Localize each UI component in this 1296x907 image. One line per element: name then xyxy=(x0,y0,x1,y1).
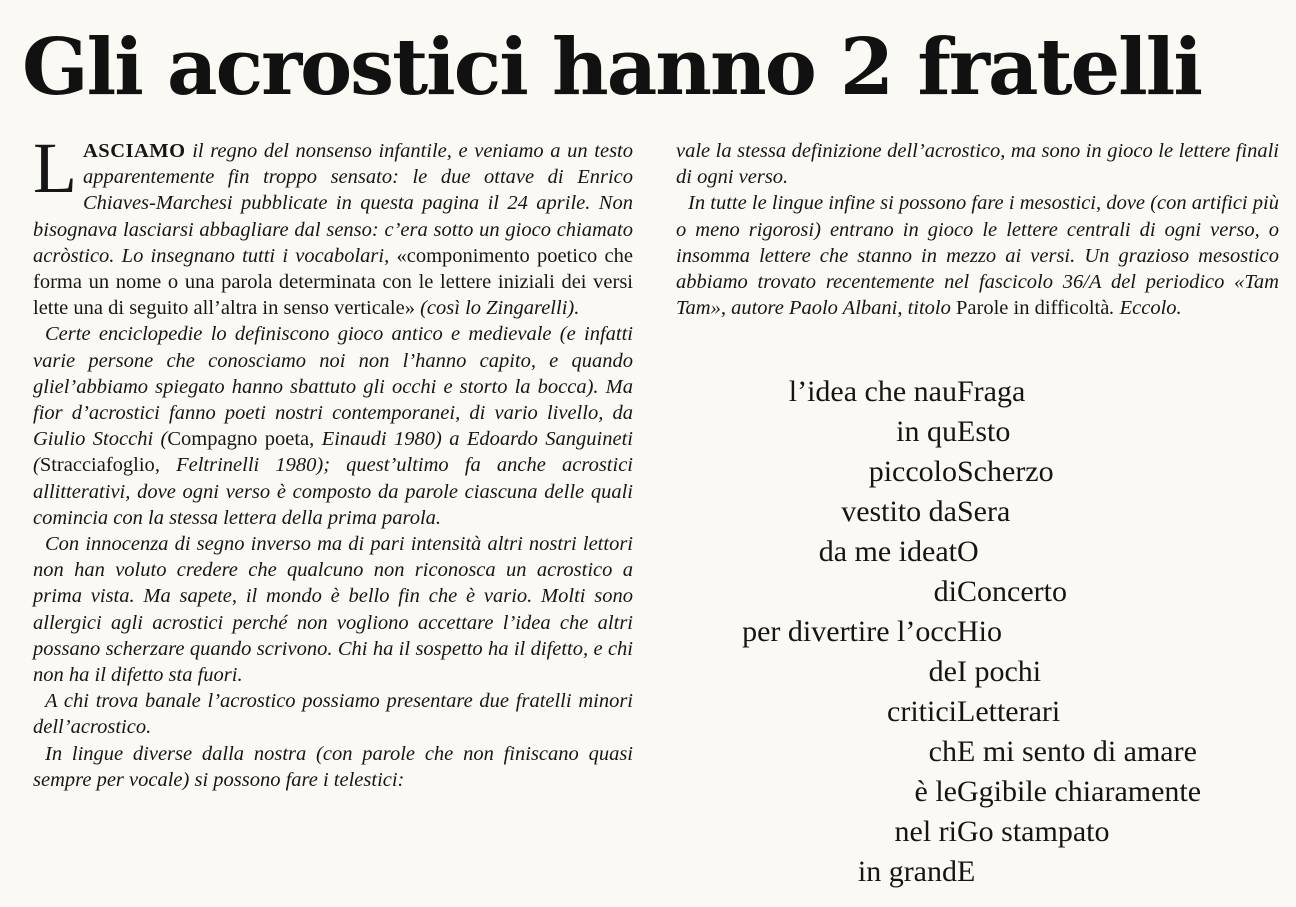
poem-line xyxy=(0,412,1011,452)
mesostic-poem xyxy=(0,372,1296,892)
poem-line-right: E xyxy=(957,855,976,888)
poem-line xyxy=(0,572,1067,612)
poem-title: Parole in difficoltà xyxy=(956,297,1110,320)
paragraph-5-text: In lingue diverse dalla nostra (con parole che non finiscano quasi sempre per vocale) si possono fare i telestici: xyxy=(33,742,633,791)
poem-line-left: è le xyxy=(914,775,957,808)
poem-line xyxy=(0,452,1054,492)
poem-line-left: ch xyxy=(928,735,957,768)
poem-line-right: O xyxy=(957,535,979,568)
article-right-column xyxy=(676,138,1279,321)
poem-line-right: Go stampato xyxy=(957,815,1110,848)
paragraph-7 xyxy=(676,190,1279,321)
poem-line-left: l’idea che nau xyxy=(788,375,957,408)
poem-line-right: Fraga xyxy=(957,375,1026,408)
paragraph-1-text: il regno del nonsenso infantile, e veniamo a un testo apparentemente fin troppo sensato: le due ottave di Enrico Chiaves-Marchesi pubblicate in questa pagina il 24 aprile. Non bisognava lasciarsi abbagliare dal senso: c’era sotto un gioco chiamato acròstico. Lo insegnano tutti i vocabolari, xyxy=(33,140,633,267)
poem-line-right: E mi sento di amare xyxy=(957,735,1197,768)
poem-line xyxy=(0,652,1042,692)
paragraph-4-text: A chi trova banale l’acrostico possiamo presentare due fratelli minori dell’acrostico. xyxy=(33,690,633,739)
book-title-compagno-poeta: Compagno poeta xyxy=(167,428,310,451)
poem-line-right: Concerto xyxy=(957,575,1067,608)
poem-line-right: I pochi xyxy=(957,655,1042,688)
paragraph-2-b: , Einaudi 1980) a Edoardo Sanguineti ( xyxy=(33,428,633,477)
headline: Gli acrostici hanno 2 fratelli xyxy=(22,22,1202,113)
poem-line-left: di xyxy=(933,575,957,608)
book-title-stracciafoglio: Stracciafoglio xyxy=(39,454,155,477)
paragraph-7-end: . Eccolo. xyxy=(1109,297,1182,320)
poem-line-right: Esto xyxy=(957,415,1011,448)
poem-line xyxy=(0,852,976,892)
poem-line-left: piccolo xyxy=(868,455,957,488)
poem-line-left: per divertire l’occ xyxy=(742,615,957,648)
poem-line-left: de xyxy=(928,655,957,688)
poem-line-left: in grand xyxy=(857,855,957,888)
paragraph-6 xyxy=(676,138,1279,190)
poem-line xyxy=(0,612,1002,652)
poem-line-left: vestito da xyxy=(841,495,957,528)
paragraph-1-quote: «componimento poetico che forma un nome o una parola determinata con le lettere iniziali dei versi lette una di seguito all’altra in senso verticale» xyxy=(33,244,633,320)
paragraph-6-text: vale la stessa definizione dell’acrostico, ma sono in gioco le lettere finali di ogni verso. xyxy=(676,140,1279,189)
poem-line-right: Ggibile chiaramente xyxy=(957,775,1202,808)
poem-line-right: Letterari xyxy=(957,695,1061,728)
paragraph-7-a: In tutte le lingue infine si possono fare i mesostici, dove (con artifici più o meno rigorosi) entrano in gioco le lettere centrali di ogni verso, o insomma lettere che stanno in mezzo ai versi. Un grazioso mesostico abbiamo trovato recentemente nel fascicolo 36/A del periodico «Tam Tam», autore Paolo Albani, titolo xyxy=(676,192,1279,320)
poem-line xyxy=(0,692,1061,732)
poem-line-left: nel ri xyxy=(894,815,957,848)
lead-word: ASCIAMO xyxy=(82,140,186,162)
paragraph-2-a: Certe enciclopedie lo definiscono gioco antico e medievale (e infatti varie persone che conosciamo noi non l’hanno capito, e quando gliel’abbiamo spiegato hanno sbattuto gli occhi e storto la bocca). Ma fior d’acrostici fanno poeti nostri contemporanei, di vario livello, da Giulio Stocchi ( xyxy=(33,323,633,451)
poem-line xyxy=(0,732,1197,772)
poem-line xyxy=(0,772,1202,812)
paragraph-1 xyxy=(33,128,633,321)
poem-line xyxy=(0,532,979,572)
poem-line-right: Sera xyxy=(957,495,1011,528)
poem-line-right: Hio xyxy=(957,615,1002,648)
paragraph-2-c: , Feltrinelli 1980); quest’ultimo fa anche acrostici allitterativi, dove ogni verso è composto da parole ciascuna delle quali comincia con la stessa lettera della prima parola. xyxy=(33,454,633,529)
drop-cap: L xyxy=(33,128,77,208)
paragraph-3-text: Con innocenza di segno inverso ma di pari intensità altri nostri lettori non han voluto credere che qualcuno non riconosca un acrostico a prima vista. Ma sapete, il mondo è bello fin che è vario. Molti sono allergici agli acrostici perché non vogliono accettare l’idea che altri possano scherzare quando scrivono. Chi ha il sospetto ha il difetto, e chi non ha il difetto sta fuori. xyxy=(33,533,633,687)
poem-line-left: critici xyxy=(887,695,957,728)
poem-line-left: in qu xyxy=(896,415,957,448)
poem-line xyxy=(0,812,1110,852)
poem-line xyxy=(0,372,1026,412)
poem-line xyxy=(0,492,1011,532)
paragraph-1-end: (così lo Zingarelli). xyxy=(414,297,580,320)
poem-line-right: Scherzo xyxy=(957,455,1054,488)
poem-line-left: da me ideat xyxy=(818,535,957,568)
